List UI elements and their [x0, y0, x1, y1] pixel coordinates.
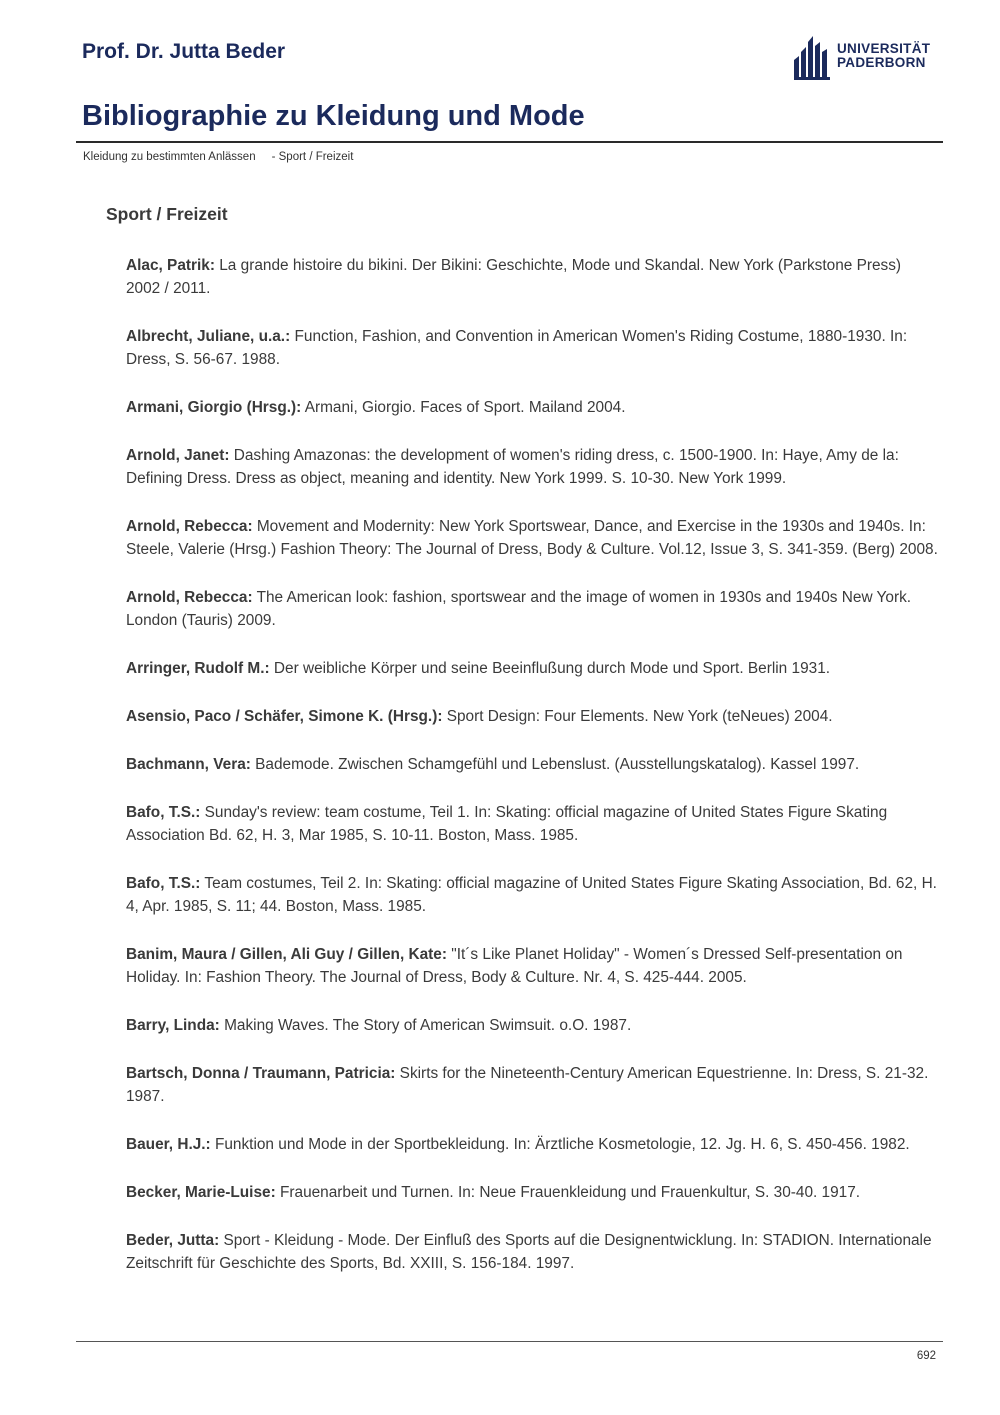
entry-text: Sunday's review: team costume, Teil 1. In: Skating: official magazine of United States Figure Skating Association Bd. 62, H. 3, Mar 1985, S. 10-11. Boston, Mass. 1985.: [126, 804, 888, 844]
bibliography-entry: [126, 586, 938, 632]
bibliography-entry: [126, 657, 938, 680]
entry-text: Function, Fashion, and Convention in American Women's Riding Costume, 1880-1930. In: Dress, S. 56-67. 1988.: [126, 328, 908, 368]
breadcrumb-subcategory: - Sport / Freizeit: [271, 151, 354, 163]
entry-author: Alac, Patrik:: [126, 257, 215, 274]
document-title: Bibliographie zu Kleidung und Mode: [82, 100, 585, 132]
entry-text: "It´s Like Planet Holiday" - Women´s Dressed Self-presentation on Holiday. In: Fashion Theory. The Journal of Dress, Body & Culture. Nr. 4, S. 425-444. 2005.: [126, 946, 903, 986]
entry-author: Bauer, H.J.:: [126, 1136, 211, 1153]
bibliography-entry: [126, 943, 938, 989]
entry-author: Bafo, T.S.:: [126, 875, 201, 892]
entry-text: Sport - Kleidung - Mode. Der Einfluß des Sports auf die Designentwicklung. In: STADION. Internationale Zeitschrift für Geschichte des Sports, Bd. XXIII, S. 156-184. 1997.: [126, 1232, 932, 1272]
bibliography-entry: [126, 1062, 938, 1108]
entry-author: Bachmann, Vera:: [126, 756, 251, 773]
bibliography-entry: [126, 1229, 938, 1275]
page-number: 692: [916, 1350, 936, 1362]
section-heading: Sport / Freizeit: [106, 204, 228, 224]
bibliography-list: [126, 254, 938, 1300]
bibliography-entry: [126, 872, 938, 918]
entry-author: Arnold, Rebecca:: [126, 589, 253, 606]
entry-text: Making Waves. The Story of American Swimsuit. o.O. 1987.: [219, 1017, 632, 1034]
logo-line-2: PADERBORN: [837, 55, 926, 70]
entry-author: Banim, Maura / Gillen, Ali Guy / Gillen, Kate:: [126, 946, 447, 963]
entry-text: Skirts for the Nineteenth-Century American Equestrienne. In: Dress, S. 21-32. 1987.: [126, 1065, 929, 1105]
bibliography-entry: [126, 801, 938, 847]
bibliography-entry: [126, 1181, 938, 1204]
entry-text: Der weibliche Körper und seine Beeinflußung durch Mode und Sport. Berlin 1931.: [269, 660, 831, 677]
entry-author: Arnold, Janet:: [126, 447, 230, 464]
entry-text: La grande histoire du bikini. Der Bikini: Geschichte, Mode und Skandal. New York (Parkstone Press) 2002 / 2011.: [126, 257, 902, 297]
entry-author: Barry, Linda:: [126, 1017, 220, 1034]
entry-author: Arringer, Rudolf M.:: [126, 660, 270, 677]
entry-text: Armani, Giorgio. Faces of Sport. Mailand 2004.: [301, 399, 626, 416]
bibliography-entry: [126, 254, 938, 300]
bibliography-entry: [126, 444, 938, 490]
entry-text: Dashing Amazonas: the development of women's riding dress, c. 1500-1900. In: Haye, Amy de la: Defining Dress. Dress as object, meaning and identity. New York 1999. S. 10-30. New York 1999.: [126, 447, 899, 487]
entry-text: Team costumes, Teil 2. In: Skating: official magazine of United States Figure Skating Association, Bd. 62, H. 4, Apr. 1985, S. 11; 44. Boston, Mass. 1985.: [126, 875, 937, 915]
bibliography-entry: [126, 1133, 938, 1156]
entry-text: Movement and Modernity: New York Sportswear, Dance, and Exercise in the 1930s and 1940s. In: Steele, Valerie (Hrsg.) Fashion Theory: The Journal of Dress, Body & Culture. Vol.12, Issue 3, S. 341-359. (Berg) 2008.: [126, 518, 938, 558]
entry-text: The American look: fashion, sportswear and the image of women in 1930s and 1940s New York. London (Tauris) 2009.: [126, 589, 912, 629]
entry-author: Bartsch, Donna / Traumann, Patricia:: [126, 1065, 396, 1082]
bibliography-entry: [126, 1014, 938, 1037]
footer-divider: [76, 1341, 943, 1342]
entry-author: Bafo, T.S.:: [126, 804, 201, 821]
header-divider: [76, 141, 943, 143]
entry-author: Becker, Marie-Luise:: [126, 1184, 276, 1201]
entry-text: Frauenarbeit und Turnen. In: Neue Frauenkleidung und Frauenkultur, S. 30-40. 1917.: [275, 1184, 861, 1201]
bibliography-entry: [126, 753, 938, 776]
university-building-icon: [794, 32, 830, 80]
university-logo: [794, 32, 930, 80]
entry-author: Albrecht, Juliane, u.a.:: [126, 328, 291, 345]
logo-line-1: UNIVERSITÄT: [837, 41, 931, 56]
entry-author: Arnold, Rebecca:: [126, 518, 253, 535]
entry-text: Sport Design: Four Elements. New York (teNeues) 2004.: [442, 708, 833, 725]
bibliography-entry: [126, 396, 938, 419]
entry-author: Beder, Jutta:: [126, 1232, 220, 1249]
breadcrumb-category: Kleidung zu bestimmten Anlässen: [83, 151, 256, 163]
entry-text: Funktion und Mode in der Sportbekleidung. In: Ärztliche Kosmetologie, 12. Jg. H. 6, S. 450-456. 1982.: [210, 1136, 910, 1153]
bibliography-entry: [126, 705, 938, 728]
entry-author: Armani, Giorgio (Hrsg.):: [126, 399, 302, 416]
entry-author: Asensio, Paco / Schäfer, Simone K. (Hrsg.):: [126, 708, 443, 725]
author-name: Prof. Dr. Jutta Beder: [82, 40, 286, 63]
entry-text: Bademode. Zwischen Schamgefühl und Lebenslust. (Ausstellungskatalog). Kassel 1997.: [250, 756, 860, 773]
breadcrumb: [83, 151, 353, 163]
bibliography-entry: [126, 325, 938, 371]
bibliography-entry: [126, 515, 938, 561]
